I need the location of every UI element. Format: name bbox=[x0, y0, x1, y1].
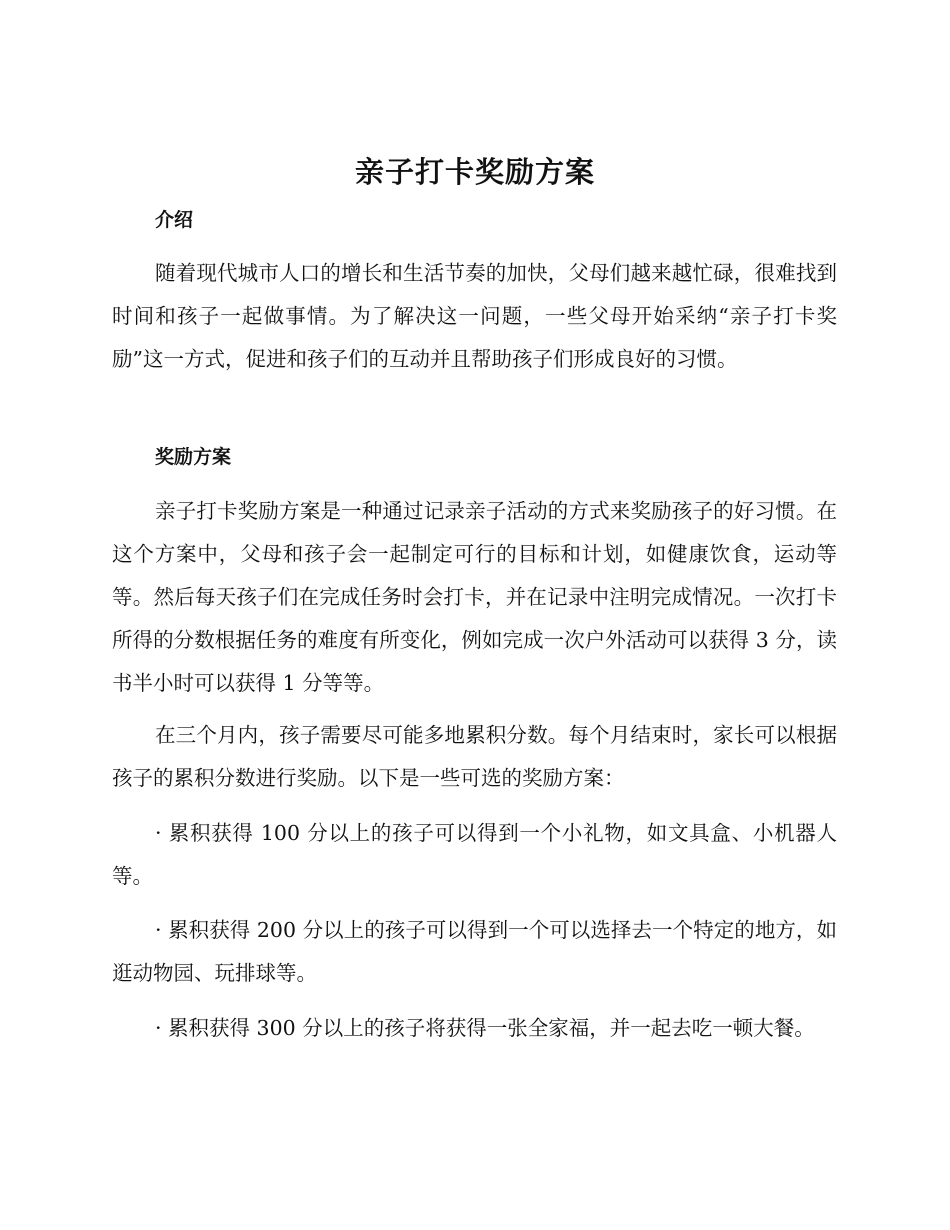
document-title: 亲子打卡奖励方案 bbox=[354, 155, 595, 189]
paragraph-three-months: 在三个月内，孩子需要尽可能多地累积分数。每个月结束时，家长可以根据孩子的累积分数进行奖励。以下是一些可选的奖励方案： bbox=[112, 723, 837, 790]
reward-item-100: · 累积获得 100 分以上的孩子可以得到一个小礼物，如文具盒、小机器人等。 bbox=[112, 821, 837, 888]
paragraph-intro: 随着现代城市人口的增长和生活节奏的加快，父母们越来越忙碌，很难找到时间和孩子一起做事情。为了解决这一问题，一些父母开始采纳“亲子打卡奖励”这一方式，促进和孩子们的互动并且帮助孩子们形成良好的习惯。 bbox=[112, 261, 837, 371]
reward-item-300: · 累积获得 300 分以上的孩子将获得一张全家福，并一起去吃一顿大餐。 bbox=[155, 1016, 815, 1040]
reward-item-200: · 累积获得 200 分以上的孩子可以得到一个可以选择去一个特定的地方，如逛动物园、玩排球等。 bbox=[112, 918, 837, 985]
paragraph-reward-plan: 亲子打卡奖励方案是一种通过记录亲子活动的方式来奖励孩子的好习惯。在这个方案中，父母和孩子会一起制定可行的目标和计划，如健康饮食，运动等等。然后每天孩子们在完成任务时会打卡，并在记录中注明完成情况。一次打卡所得的分数根据任务的难度有所变化，例如完成一次户外活动可以获得 3 分，读书半小时可以获得 1 分等等。 bbox=[112, 499, 837, 695]
section-heading-reward-plan: 奖励方案 bbox=[155, 446, 232, 468]
section-heading-intro: 介绍 bbox=[155, 209, 194, 231]
